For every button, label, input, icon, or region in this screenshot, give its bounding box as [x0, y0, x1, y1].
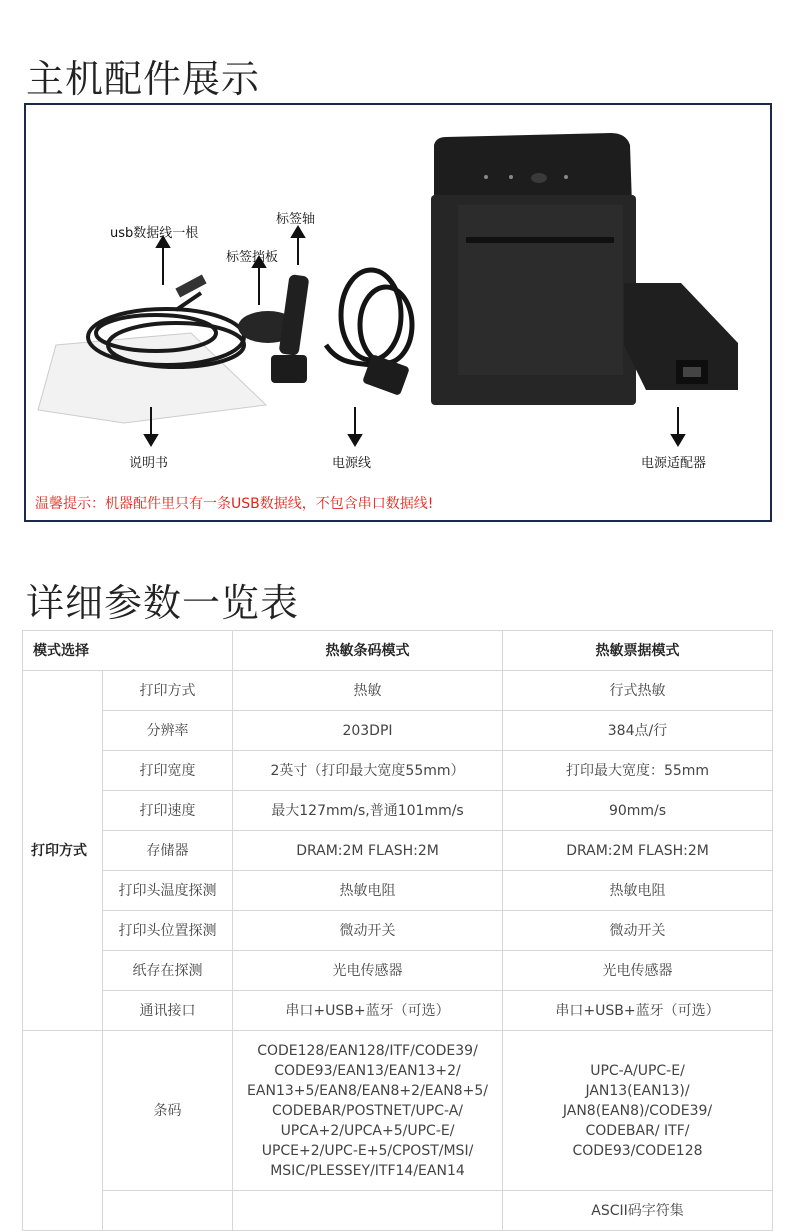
- power-cord-image: [326, 270, 412, 375]
- param-name: 打印方式: [103, 671, 233, 711]
- barcode-value: 203DPI: [233, 711, 503, 751]
- barcode-value-empty: [233, 1191, 503, 1231]
- table-row: [23, 911, 773, 951]
- receipt-value: 微动开关: [503, 911, 773, 951]
- barcode-value: 微动开关: [233, 911, 503, 951]
- barcode-value: 热敏: [233, 671, 503, 711]
- receipt-line: CODEBAR/ ITF/: [585, 1122, 690, 1139]
- power-adapter-label: 电源适配器: [641, 456, 707, 471]
- receipt-value: 90mm/s: [503, 791, 773, 831]
- table-row-charset: [23, 1191, 773, 1231]
- spec-table: [22, 630, 773, 1231]
- barcode-line: UPCE+2/UPC-E+5/CPOST/MSI/: [261, 1142, 474, 1159]
- receipt-line: JAN8(EAN8)/CODE39/: [562, 1102, 713, 1119]
- param-name: 条码: [103, 1031, 233, 1191]
- table-row: [23, 991, 773, 1031]
- receipt-charset: ASCII码字符集: [503, 1191, 773, 1231]
- receipt-symbologies: [503, 1031, 773, 1191]
- group-cell-empty: [23, 1031, 103, 1231]
- section-title-specs: 详细参数一览表: [26, 581, 300, 625]
- barcode-value: DRAM:2M FLASH:2M: [233, 831, 503, 871]
- barcode-value: 光电传感器: [233, 951, 503, 991]
- manual-label: 说明书: [129, 456, 169, 471]
- receipt-value: 光电传感器: [503, 951, 773, 991]
- receipt-value: 热敏电阻: [503, 871, 773, 911]
- label-shaft-label: 标签轴: [276, 212, 316, 227]
- receipt-line: JAN13(EAN13)/: [585, 1082, 690, 1099]
- receipt-value: 串口+USB+蓝牙（可选）: [503, 991, 773, 1031]
- table-row-barcodes: [23, 1031, 773, 1191]
- barcode-line: MSIC/PLESSEY/ITF14/EAN14: [270, 1162, 465, 1179]
- header-receipt-mode: 热敏票据模式: [503, 631, 773, 671]
- receipt-value: DRAM:2M FLASH:2M: [503, 831, 773, 871]
- param-name-empty: [103, 1191, 233, 1231]
- barcode-value: 最大127mm/s,普通101mm/s: [233, 791, 503, 831]
- receipt-value: 行式热敏: [503, 671, 773, 711]
- receipt-line: UPC-A/UPC-E/: [590, 1062, 685, 1079]
- barcode-value: 热敏电阻: [233, 871, 503, 911]
- param-name: 通讯接口: [103, 991, 233, 1031]
- receipt-line: CODE93/CODE128: [572, 1142, 703, 1159]
- power-adapter-image: [624, 283, 738, 390]
- warning-note: 温馨提示：机器配件里只有一条USB数据线，不包含串口数据线!: [35, 496, 434, 512]
- label-baffle-label: 标签挡板: [226, 250, 279, 265]
- table-header-row: [23, 631, 773, 671]
- param-name: 纸存在探测: [103, 951, 233, 991]
- param-name: 存储器: [103, 831, 233, 871]
- receipt-value: 打印最大宽度：55mm: [503, 751, 773, 791]
- barcode-line: EAN13+5/EAN8/EAN8+2/EAN8+5/: [247, 1082, 488, 1099]
- usb-cable-label: usb数据线一根: [110, 226, 199, 241]
- table-row: [23, 751, 773, 791]
- barcode-line: CODE93/EAN13/EAN13+2/: [274, 1062, 461, 1079]
- table-row: [23, 711, 773, 751]
- param-name: 打印宽度: [103, 751, 233, 791]
- table-row: [23, 831, 773, 871]
- barcode-line: CODEBAR/POSTNET/UPC-A/: [271, 1102, 464, 1119]
- header-mode-select: 模式选择: [23, 631, 233, 671]
- receipt-value: 384点/行: [503, 711, 773, 751]
- accessories-figure: [24, 103, 772, 522]
- param-name: 分辨率: [103, 711, 233, 751]
- barcode-value: 2英寸（打印最大宽度55mm）: [233, 751, 503, 791]
- barcode-line: CODE128/EAN128/ITF/CODE39/: [257, 1042, 478, 1059]
- printer-image: [431, 133, 636, 405]
- param-name: 打印速度: [103, 791, 233, 831]
- table-row: [23, 951, 773, 991]
- header-barcode-mode: 热敏条码模式: [233, 631, 503, 671]
- power-cord-label: 电源线: [332, 456, 372, 471]
- param-name: 打印头位置探测: [103, 911, 233, 951]
- barcode-line: UPCA+2/UPCA+5/UPC-E/: [280, 1122, 455, 1139]
- table-row: [23, 791, 773, 831]
- group-label: 打印方式: [23, 671, 103, 1031]
- barcode-symbologies: [233, 1031, 503, 1191]
- table-row: [23, 671, 773, 711]
- table-row: [23, 871, 773, 911]
- barcode-value: 串口+USB+蓝牙（可选）: [233, 991, 503, 1031]
- param-name: 打印头温度探测: [103, 871, 233, 911]
- section-title-accessories: 主机配件展示: [26, 57, 261, 101]
